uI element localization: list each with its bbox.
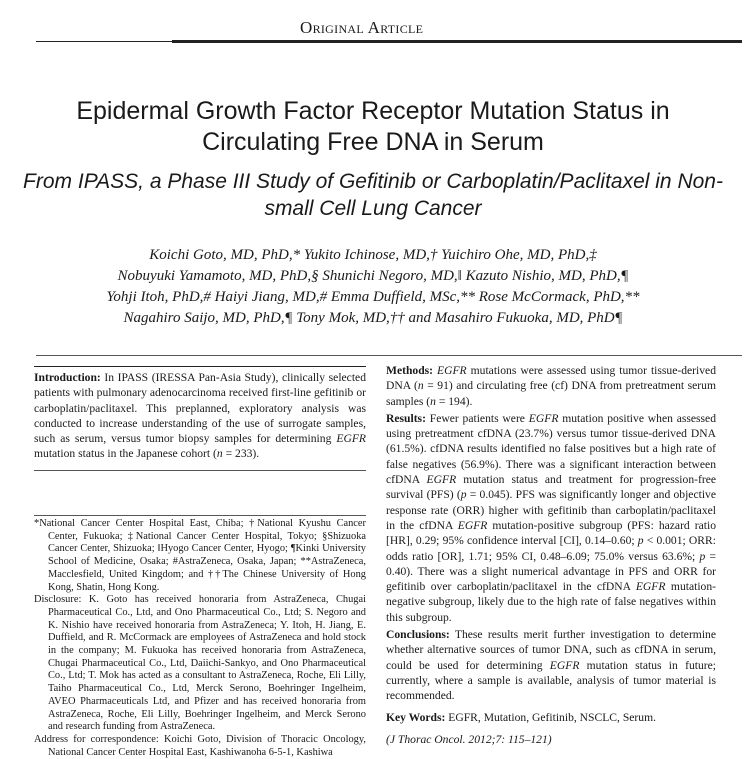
article-subtitle: From IPASS, a Phase III Study of Gefitinib or Carboplatin/Paclitaxel in Non-small Cell Lung Cancer [23,170,723,220]
author-line: Nagahiro Saijo, MD, PhD,¶ Tony Mok, MD,†† and Masahiro Fukuoka, MD, PhD¶ [123,310,623,326]
text-run: = 233). [222,447,260,461]
gene-name: EGFR [457,518,488,532]
section-divider [36,355,742,356]
text-run: These results merit further investigation to determine whether alternative sources of tumor DNA, such as cfDNA in serum, could be used for determining [386,628,716,672]
text-run: = 194). [435,394,473,408]
stat-symbol: p [637,534,644,548]
stat-symbol: p [699,549,706,563]
key-words-heading: Key Words: [386,710,446,724]
abstract-conclusions [386,627,716,703]
results-heading: Results: [386,411,426,425]
stat-symbol: n [216,447,223,461]
author-line: Koichi Goto, MD, PhD,* Yukito Ichinose, MD,† Yuichiro Ohe, MD, PhD,‡ [149,247,597,263]
stat-symbol: n [417,379,424,393]
text-run: In IPASS (IRESSA Pan-Asia Study), clinically selected patients with pulmonary adenocarcinoma received first-line gefitinib or carboplatin/paclitaxel. This preplanned, exploratory analysis was conducted to increase understanding of the use of surrogate samples, such as serum, versus tumor biopsy samples for determining [34,371,366,446]
gene-name: EGFR [635,580,666,594]
text-run: mutation status in future; currently, where a sample is available, analysis of tumor material is recommended. [386,658,716,703]
text-run: mutation positive when assessed using pretreatment cfDNA (23.7%) versus tumor tissue-derived DNA (61.5%). cfDNA results identified no false positives but a high rate of false negatives (56.9%). There was a significant interaction between cfDNA [386,411,717,487]
text-run: = 0.40). There was a slight numerical advantage in PFS and ORR for gefitinib over carboplatin/paclitaxel in the cfDNA [386,549,717,594]
key-words-text: EGFR, Mutation, Gefitinib, NSCLC, Serum. [445,710,656,724]
stat-symbol: p [460,488,467,502]
text-run: mutation-negative subgroup, likely due to the high rate of false negatives within this subgroup. [386,580,717,624]
gene-name: EGFR [528,411,559,425]
text-run: < 0.001; ORR: odds ratio [OR], 1.71; 95% CI, 0.48–6.09; 75.0% versus 63.6%; [386,534,716,563]
text-run: Fewer patients were [425,411,529,425]
article-title: Epidermal Growth Factor Receptor Mutation Status in Circulating Free DNA in Serum [76,97,670,156]
text-run: mutation status in the Japanese cohort ( [34,447,217,461]
section-label: Original Article [300,18,424,37]
gene-name: EGFR [426,473,457,487]
abstract-right-column [386,363,716,749]
key-words [386,710,716,725]
abstract-introduction [34,366,366,471]
journal-citation: (J Thorac Oncol. 2012;7: 115–121) [386,732,552,746]
header-rule-thick [172,40,742,43]
introduction-heading: Introduction: [34,371,101,384]
text-run: = 91) and circulating free (cf) DNA from pretreatment serum samples ( [386,379,716,408]
gene-name: EGFR [336,432,366,446]
conclusions-heading: Conclusions: [386,628,450,642]
author-line: Yohji Itoh, PhD,# Haiyi Jiang, MD,# Emma Duffield, MSc,** Rose McCormack, PhD,** [106,289,640,305]
abstract-results [386,411,716,625]
text-run: = 0.045). PFS was significantly longer and objective response rate (ORR) higher with gefitinib than carboplatin/paclitaxel in the cfDNA [386,488,716,532]
author-list [40,245,706,329]
disclosure-footnote: Disclosure: K. Goto has received honoraria from AstraZeneca, Chugai Pharmaceutical Co., Ltd, and Ono Pharmaceutical Co., Ltd; S. Negoro and K. Nishio have received honoraria from AstraZeneca; Y. Itoh, H. Jiang, E. Duffield, and R. McCormack are employees of AstraZeneca and hold stock in the company; M. Fukuoka has received honoraria from AstraZeneca, Chugai Pharmaceutical Co., Ltd, Daiichi-Sankyo, and Ono Pharmaceutical Co., Ltd; T. Mok has acted as a consultant to AstraZeneca, Roche, Eli Lilly, Taiho Pharmaceutical Co., Ltd, Merck Serono, Boehringer Ingelheim, AVEO Pharmaceuticals Ltd, and Pfizer and has received honoraria from AstraZeneca, Roche, Eli Lilly, Boehringer Ingelheim, and Merck Serono and research funding from AstraZeneca. [34,594,366,733]
text-run: mutation-positive subgroup (PFS: hazard ratio [HR], 0.29; 95% confidence interval [CI], 0.14–0.60; [386,518,716,548]
methods-heading: Methods: [386,364,434,377]
footnotes [34,515,366,759]
gene-name: EGFR [549,658,580,672]
affiliations-footnote: *National Cancer Center Hospital East, Chiba; †National Kyushu Cancer Center, Fukuoka; ‡National Cancer Center Hospital, Tokyo; §Shizuoka Cancer Center, Shizuoka; ‖Hyogo Cancer Center, Hyogo; ¶Kinki University School of Medicine, Osaka; #AstraZeneca, Osaka, Japan; **AstraZeneca, Macclesfield, United Kingdom; and ††The Chinese University of Hong Kong, Shatin, Hong Kong. [34,518,366,593]
correspondence-footnote: Address for correspondence: Koichi Goto, Division of Thoracic Oncology, National Cancer Center Hospital East, Kashiwanoha 6-5-1, Kashiwa [34,733,366,758]
text-run: mutation status and treatment for progression-free survival (PFS) ( [386,473,716,502]
text-run: mutations were assessed using tumor tissue-derived DNA ( [386,364,716,393]
stat-symbol: n [430,394,436,408]
abstract-methods [386,363,716,409]
author-line: Nobuyuki Yamamoto, MD, PhD,§ Shunichi Negoro, MD,‖ Kazuto Nishio, MD, PhD,¶ [117,268,629,284]
gene-name: EGFR [437,364,467,377]
